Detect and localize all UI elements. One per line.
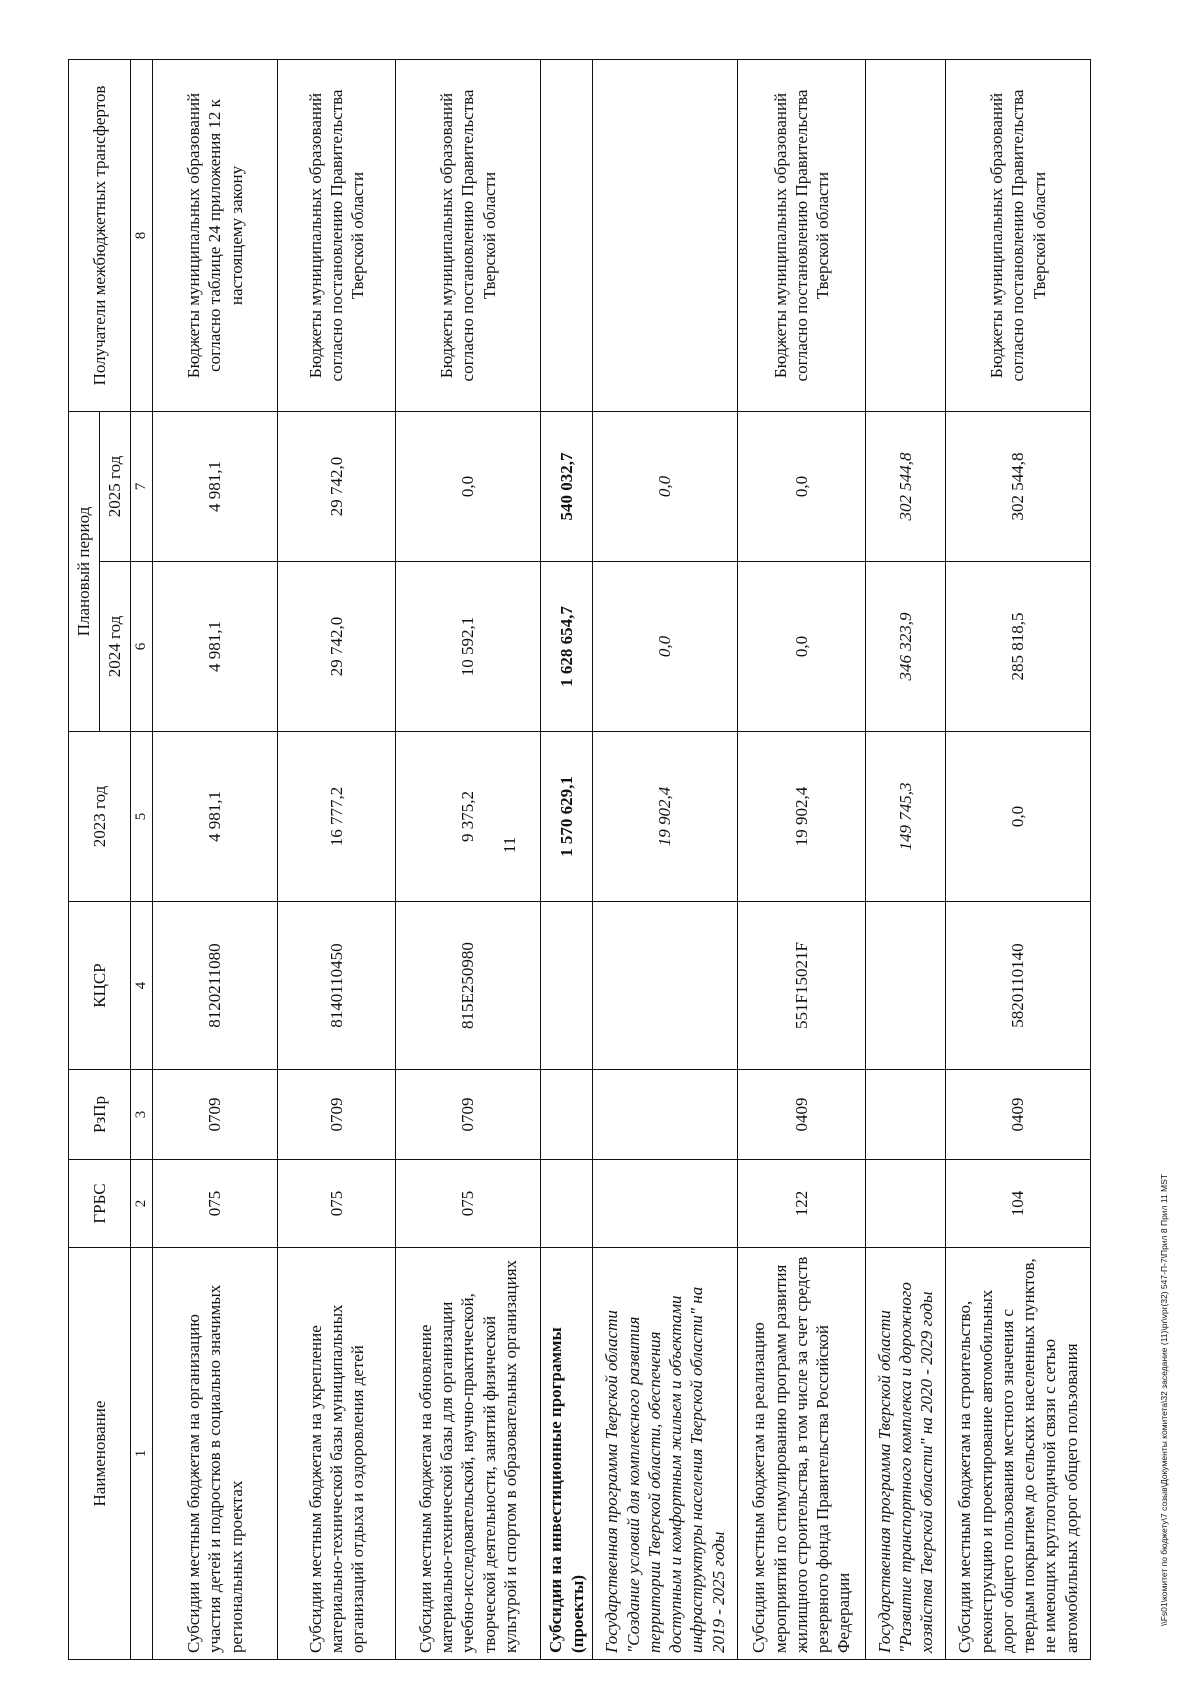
row-recipient: Бюджеты муниципальных образований согласно таблице 24 приложения 12 к настоящему закону [153, 59, 278, 411]
row-kcsr: 8140110450 [278, 902, 396, 1070]
row-grbs: 075 [396, 1160, 541, 1248]
row-2023: 16 777,2 [278, 732, 396, 902]
row-kcsr: 5820110140 [946, 902, 1091, 1070]
row-recipient [541, 59, 593, 411]
table-row [866, 59, 946, 1659]
row-2024: 10 592,1 [396, 562, 541, 732]
row-grbs: 075 [153, 1160, 278, 1248]
row-recipient: Бюджеты муниципальных образований согласно постановлению Правительства Тверской области [396, 59, 541, 411]
row-rzpr: 0709 [396, 1070, 541, 1160]
row-kcsr [541, 902, 593, 1070]
column-number: 4 [131, 902, 153, 1070]
column-number: 7 [131, 411, 153, 561]
row-grbs: 075 [278, 1160, 396, 1248]
header-2025: 2025 год [100, 411, 131, 561]
header-rzpr: РзПр [69, 1070, 131, 1160]
row-2023: 9 375,2 [396, 732, 541, 902]
row-2024: 346 323,9 [866, 562, 946, 732]
row-name: Государственная программа Тверской области "Создание условий для комплексного развития территории Тверской области, обеспечения доступным и комфортным жильем и объектами инфраструктуры населения Тверской области" на 2019 - 2025 годы [593, 1248, 738, 1660]
row-2024: 4 981,1 [153, 562, 278, 732]
row-rzpr [593, 1070, 738, 1160]
row-2023: 149 745,3 [866, 732, 946, 902]
row-grbs [866, 1160, 946, 1248]
row-2024: 285 818,5 [946, 562, 1091, 732]
row-2023: 19 902,4 [593, 732, 738, 902]
row-2025: 0,0 [396, 411, 541, 561]
row-name: Субсидии местным бюджетам на организацию участия детей и подростков в социально значимых региональных проектах [153, 1248, 278, 1660]
row-recipient [866, 59, 946, 411]
row-2023: 19 902,4 [738, 732, 866, 902]
row-name: Субсидии на инвестиционные программы (проекты) [541, 1248, 593, 1660]
row-name: Субсидии местным бюджетам на обновление материально-технической базы для организации учебно-исследовательской, научно-практической, творческой деятельности, занятий физической культурой и спортом в образовательных организациях [396, 1248, 541, 1660]
column-number: 2 [131, 1160, 153, 1248]
row-grbs: 122 [738, 1160, 866, 1248]
row-grbs [593, 1160, 738, 1248]
transfers-table [68, 59, 1091, 1660]
table-row [738, 59, 866, 1659]
row-2024: 29 742,0 [278, 562, 396, 732]
table-row [593, 59, 738, 1659]
row-grbs [541, 1160, 593, 1248]
column-number: 1 [131, 1248, 153, 1660]
row-kcsr: 8120211080 [153, 902, 278, 1070]
row-2025: 302 544,8 [946, 411, 1091, 561]
row-2024: 0,0 [738, 562, 866, 732]
table-row [153, 59, 278, 1659]
row-2023: 1 570 629,1 [541, 732, 593, 902]
header-name: Наименование [69, 1248, 131, 1660]
row-2025: 540 032,7 [541, 411, 593, 561]
row-2024: 0,0 [593, 562, 738, 732]
header-2023: 2023 год [69, 732, 131, 902]
row-grbs: 104 [946, 1160, 1091, 1248]
row-rzpr: 0409 [738, 1070, 866, 1160]
row-2025: 0,0 [738, 411, 866, 561]
row-2025: 4 981,1 [153, 411, 278, 561]
header-2024: 2024 год [100, 562, 131, 732]
row-kcsr: 551F15021F [738, 902, 866, 1070]
row-name: Государственная программа Тверской области "Развитие транспортного комплекса и дорожного хозяйства Тверской области" на 2020 - 2029 годы [866, 1248, 946, 1660]
table-row [946, 59, 1091, 1659]
row-rzpr: 0709 [278, 1070, 396, 1160]
column-number: 3 [131, 1070, 153, 1160]
row-2025: 29 742,0 [278, 411, 396, 561]
row-2023: 4 981,1 [153, 732, 278, 902]
column-number: 8 [131, 59, 153, 411]
row-rzpr: 0409 [946, 1070, 1091, 1160]
row-recipient: Бюджеты муниципальных образований согласно постановлению Правительства Тверской области [278, 59, 396, 411]
header-kcsr: КЦСР [69, 902, 131, 1070]
header-recipients: Получатели межбюджетных трансфертов [69, 59, 131, 411]
table-row [278, 59, 396, 1659]
row-2024: 1 628 654,7 [541, 562, 593, 732]
column-number: 5 [131, 732, 153, 902]
row-kcsr: 815E250980 [396, 902, 541, 1070]
row-kcsr [593, 902, 738, 1070]
row-rzpr: 0709 [153, 1070, 278, 1160]
row-recipient: Бюджеты муниципальных образований согласно постановлению Правительства Тверской области [738, 59, 866, 411]
row-kcsr [866, 902, 946, 1070]
row-name: Субсидии местным бюджетам на укрепление материально-технической базы муниципальных организаций отдыха и оздоровления детей [278, 1248, 396, 1660]
row-rzpr [541, 1070, 593, 1160]
row-name: Субсидии местным бюджетам на реализацию мероприятий по стимулированию программ развития жилищного строительства, в том числе за счет средств резервного фонда Правительства Российской Федерации [738, 1248, 866, 1660]
table-row [396, 59, 541, 1659]
row-recipient [593, 59, 738, 411]
row-recipient: Бюджеты муниципальных образований согласно постановлению Правительства Тверской области [946, 59, 1091, 411]
row-2025: 0,0 [593, 411, 738, 561]
table-row [541, 59, 593, 1659]
row-2025: 302 544,8 [866, 411, 946, 561]
column-number: 6 [131, 562, 153, 732]
row-name: Субсидии местным бюджетам на строительство, реконструкцию и проектирование автомобильных дорог общего пользования местного значения с твердым покрытием до сельских населенных пунктов, не имеющих круглогодичной связи с сетью автомобильных дорог общего пользования [946, 1248, 1091, 1660]
header-planned-period: Плановый период [69, 411, 100, 731]
header-grbs: ГРБС [69, 1160, 131, 1248]
row-2023: 0,0 [946, 732, 1091, 902]
rotated-table-container [68, 60, 1081, 1660]
row-rzpr [866, 1070, 946, 1160]
